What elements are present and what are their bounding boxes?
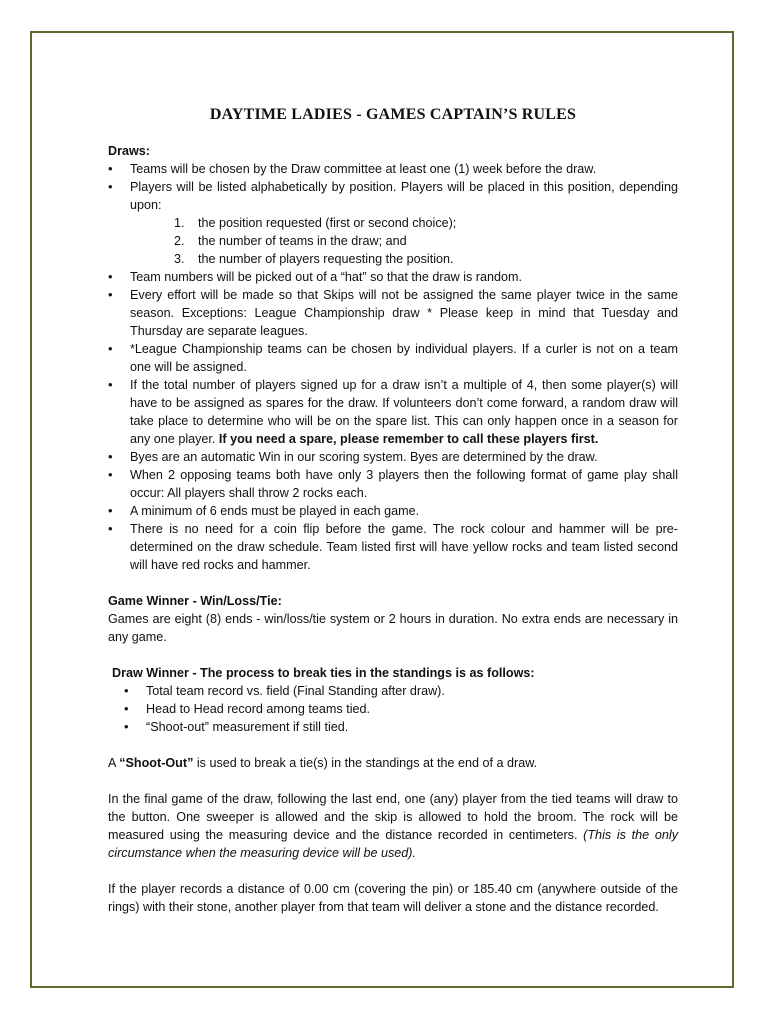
list-item: • Teams will be chosen by the Draw committee at least one (1) week before the draw. xyxy=(108,160,678,178)
numbered-item xyxy=(174,250,678,268)
shootout-procedure xyxy=(108,790,678,862)
item-text: the number of teams in the draw; and xyxy=(198,234,407,248)
list-item: • When 2 opposing teams both have only 3 players then the following format of game play shall occur: All players shall throw 2 rocks each. xyxy=(108,466,678,502)
game-winner-heading: Game Winner - Win/Loss/Tie: xyxy=(108,594,282,608)
position-criteria-list xyxy=(130,214,678,268)
shootout-intro-pre: A xyxy=(108,756,120,770)
list-item: • Byes are an automatic Win in our scoring system. Byes are determined by the draw. xyxy=(108,448,678,466)
list-item: • A minimum of 6 ends must be played in each game. xyxy=(108,502,678,520)
list-item: • Head to Head record among teams tied. xyxy=(124,700,678,718)
item-number: 1. xyxy=(174,216,185,230)
numbered-item xyxy=(174,214,678,232)
draws-heading: Draws: xyxy=(108,144,150,158)
shootout-intro-post: is used to break a tie(s) in the standings at the end of a draw. xyxy=(193,756,538,770)
list-item-text: Players will be listed alphabetically by position. Players will be placed in this position, depending upon: xyxy=(130,180,678,212)
list-item xyxy=(108,376,678,448)
shootout-term: “Shoot-Out” xyxy=(119,756,194,770)
document-body xyxy=(108,100,678,916)
list-item: • Total team record vs. field (Final Standing after draw). xyxy=(124,682,678,700)
draws-list xyxy=(108,160,678,574)
spare-reminder: If you need a spare, please remember to call these players first. xyxy=(218,432,599,446)
shootout-intro xyxy=(108,754,678,772)
page-title: DAYTIME LADIES - GAMES CAPTAIN’S RULES xyxy=(209,106,577,123)
tiebreak-list xyxy=(108,682,678,736)
shootout-distance-rule: If the player records a distance of 0.00 cm (covering the pin) or 185.40 cm (anywhere outside of the rings) with their stone, another player from that team will deliver a stone and the distance recorded. xyxy=(108,882,678,914)
draw-winner-heading: Draw Winner - The process to break ties in the standings is as follows: xyxy=(112,666,535,680)
item-text: the position requested (first or second choice); xyxy=(198,216,457,230)
item-number: 3. xyxy=(174,252,185,266)
list-item: • Every effort will be made so that Skips will not be assigned the same player twice in the same season. Exceptions: League Championship draw * Please keep in mind that Tuesday and Thursday are separate leagues. xyxy=(108,286,678,340)
list-item xyxy=(108,178,678,268)
game-winner-text: Games are eight (8) ends - win/loss/tie system or 2 hours in duration. No extra ends are necessary in any game. xyxy=(108,612,678,644)
list-item: • “Shoot-out” measurement if still tied. xyxy=(124,718,678,736)
shootout-procedure-text: In the final game of the draw, following the last end, one (any) player from the tied teams will draw to the button. One sweeper is allowed and the skip is allowed to hold the broom. The rock will be measured using the measuring device and the distance recorded in centimeters. xyxy=(108,792,678,842)
list-item: • Team numbers will be picked out of a “hat” so that the draw is random. xyxy=(108,268,678,286)
item-text: the number of players requesting the position. xyxy=(198,252,454,266)
item-number: 2. xyxy=(174,234,185,248)
list-item: • *League Championship teams can be chosen by individual players. If a curler is not on a team one will be assigned. xyxy=(108,340,678,376)
numbered-item xyxy=(174,232,678,250)
list-item: • There is no need for a coin flip before the game. The rock colour and hammer will be pre-determined on the draw schedule. Team listed first will have yellow rocks and team listed second will have red rocks and hammer. xyxy=(108,520,678,574)
measuring-note: (This is the only circumstance when the measuring device will be used). xyxy=(108,828,678,860)
list-item-text: If the total number of players signed up for a draw isn’t a multiple of 4, then some player(s) will have to be assigned as spares for the draw. If volunteers don’t come forward, a random draw will take place to determine who will be on the spare list. This can only happen once in a season for any one player. xyxy=(130,378,678,446)
